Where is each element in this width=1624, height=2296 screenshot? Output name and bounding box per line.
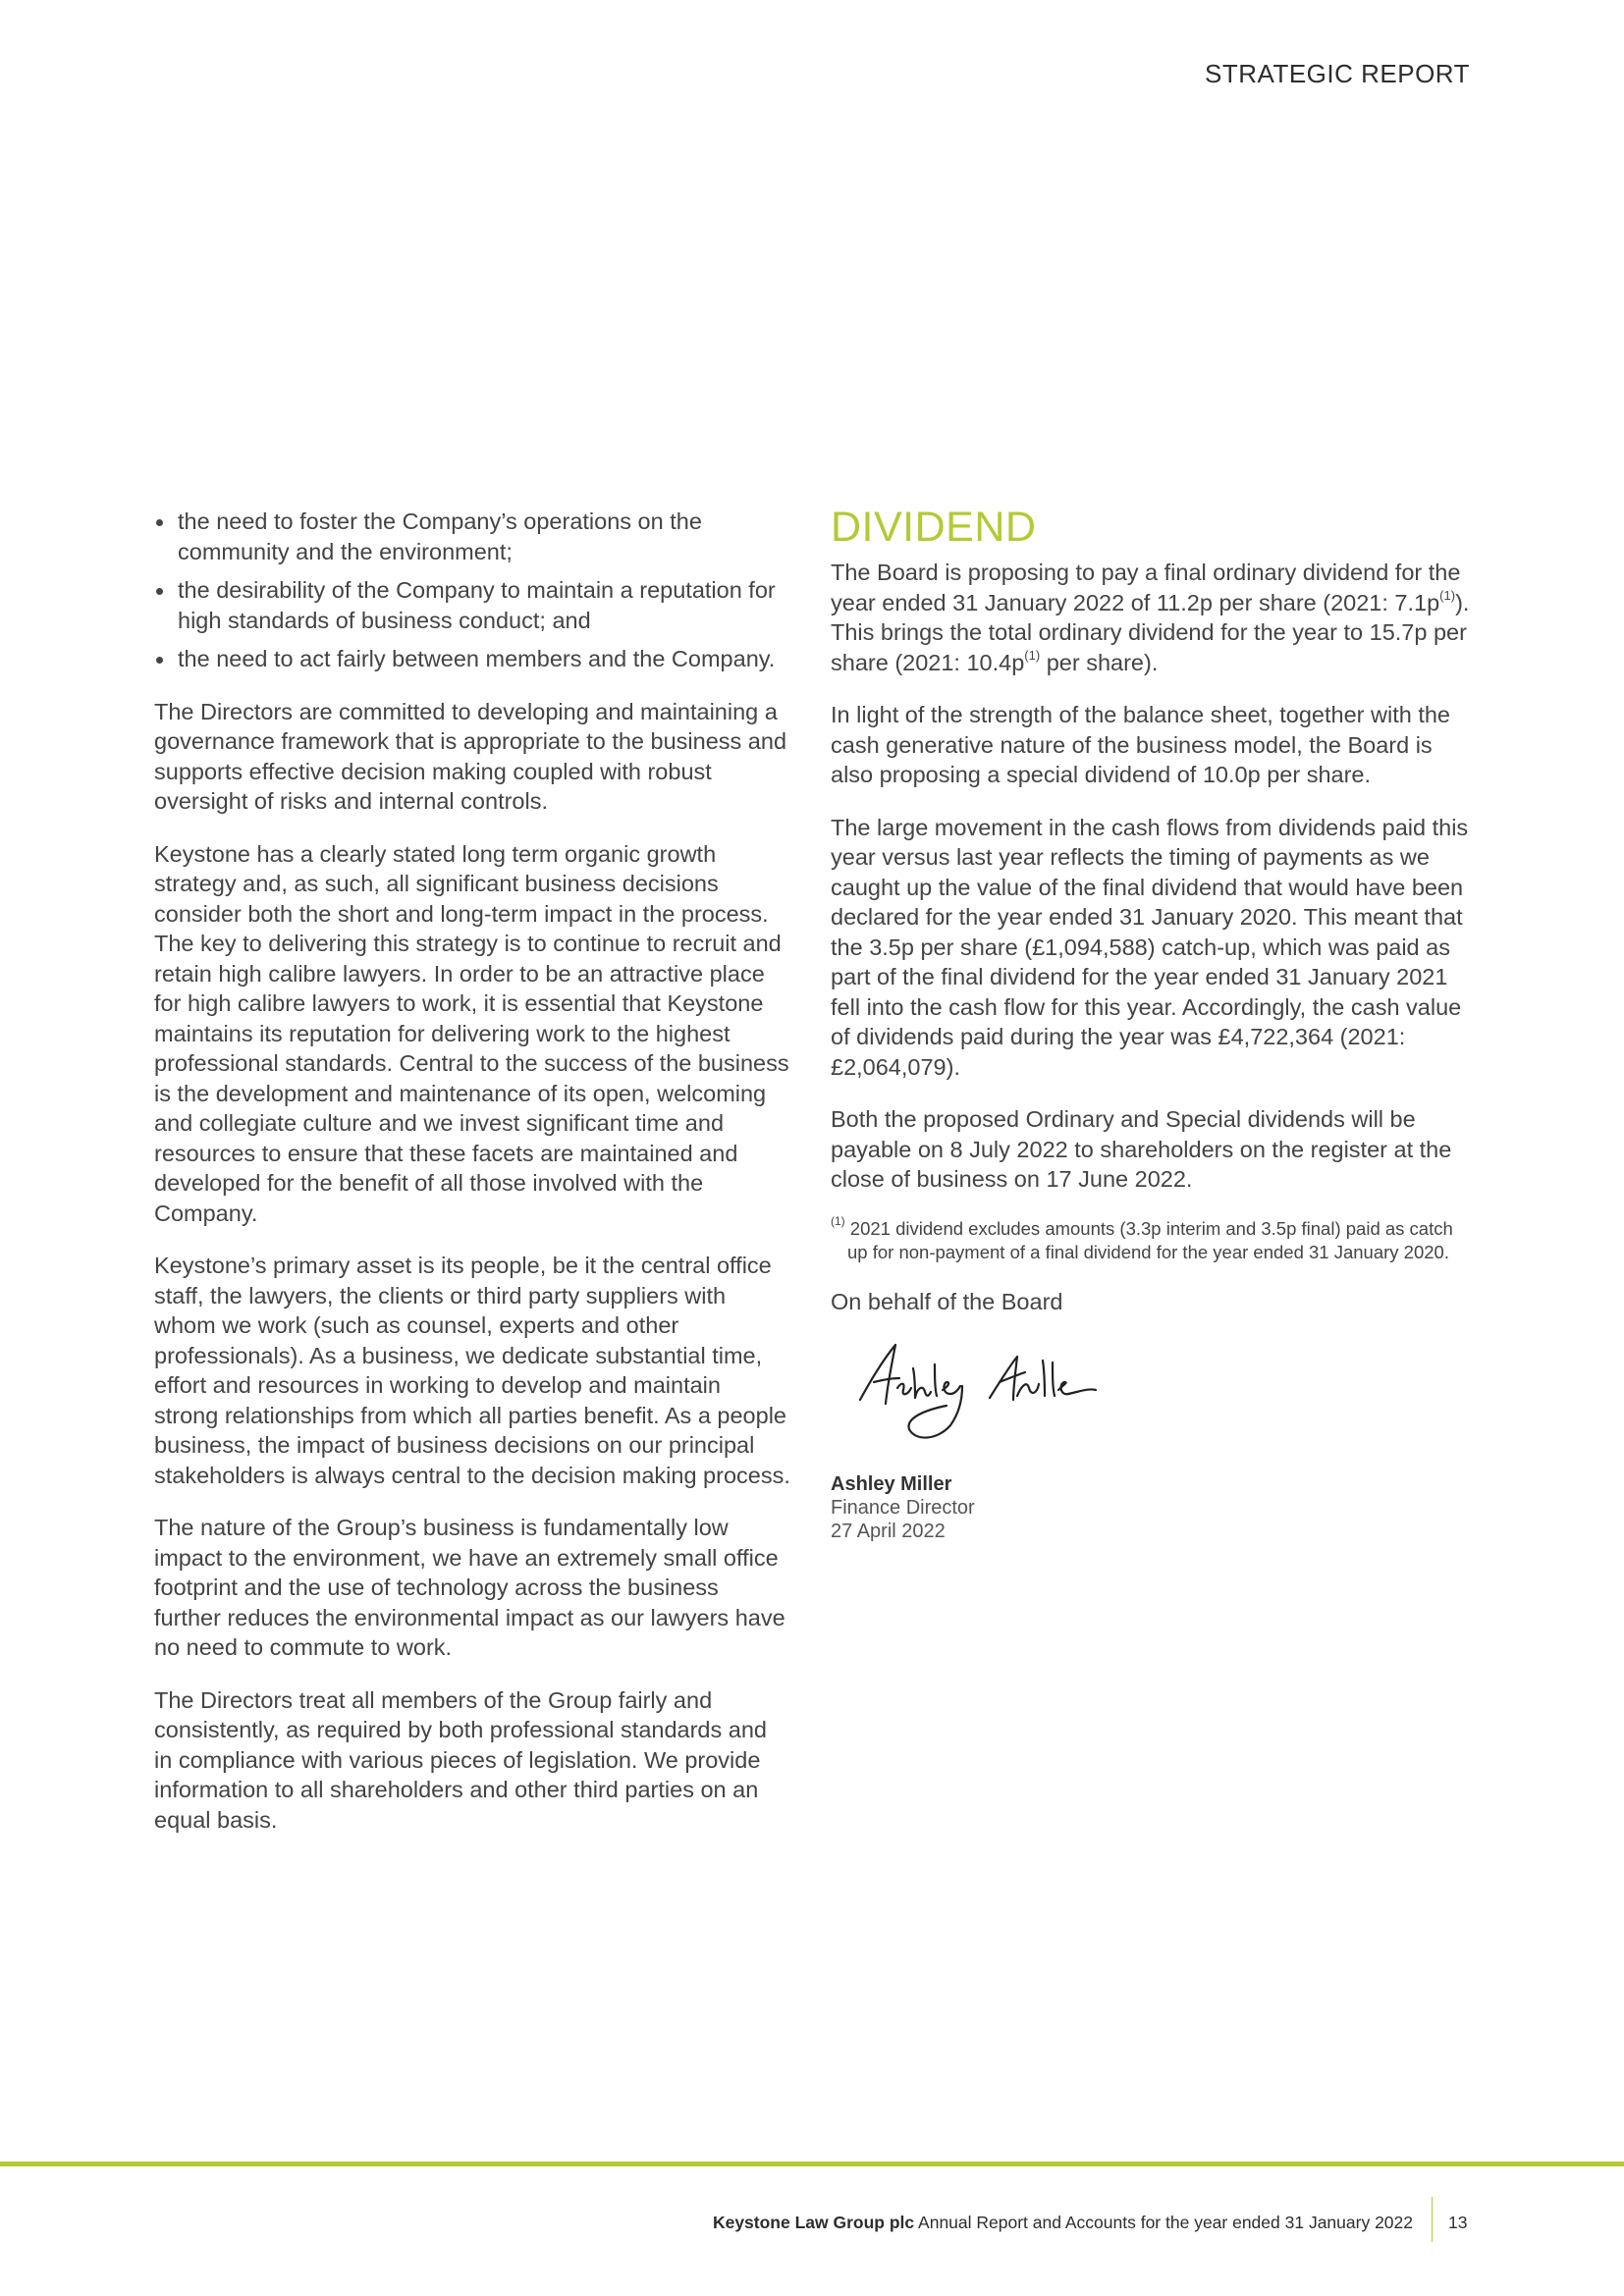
signatory-role: Finance Director: [831, 1497, 975, 1519]
paragraph-environment: The nature of the Group’s business is fundamentally low impact to the environment, we have an extremely small office footprint and the use of technology across the business further reduces the environmental impact as our lawyers have no need to commute to work.: [154, 1515, 785, 1660]
dividend-paragraph-final: The Board is proposing to pay a final ordinary dividend for the year ended 31 January 2022 of 11.2p per share (2021: $7.1p^{(1)}$). This brings the total ordinary dividend for the year to 15.7p per share (2021: $10.4p^{(1)}$ per share).: [831, 560, 1470, 675]
paragraph-strategy: Keystone has a clearly stated long term organic growth strategy and, as such, all significant business decisions consider both the short and long-term impact in the process. The key to delivering this strategy is to continue to recruit and retain high calibre lawyers. In order to be an attractive place for high calibre lawyers to work, it is essential that Keystone maintains its reputation for delivering work to the highest professional standards. Central to the success of the business is the development and maintenance of its open, welcoming and collegiate culture and we invest significant time and resources to ensure that these facets are maintained and developed for the benefit of all those involved with the Company.: [154, 840, 789, 1226]
list-item: the desirability of the Company to maintain a reputation for high standards of business conduct; and: [154, 575, 790, 635]
paragraph-people: Keystone’s primary asset is its people, be it the central office staff, the lawyers, the clients or third party suppliers with whom we work (such as counsel, experts and other professionals). As a business, we dedicate substantial time, effort and resources in working to develop and maintain strong relationships from which all parties benefit. As a people business, the impact of business decisions on our principal stakeholders is always central to the decision making process.: [154, 1253, 790, 1488]
dividend-paragraph-special: In light of the strength of the balance sheet, together with the cash generative nature of the business model, the Board is also proposing a special dividend of 10.0p per share.: [831, 702, 1451, 787]
list-item: the need to foster the Company’s operations on the community and the environment;: [154, 507, 790, 566]
on-behalf-text: On behalf of the Board: [831, 1288, 1063, 1314]
footnote-ref: (1): [1024, 647, 1041, 663]
page-number: 13: [1448, 2213, 1468, 2232]
footnote: $^{(1)}$ 2021 dividend excludes amounts (3.3p interim and 3.5p final) paid as catch up for non-payment of a final dividend for the year ended 31 January 2020.: [831, 1214, 1453, 1262]
right-column: [831, 503, 1471, 1543]
signature-date: 27 April 2022: [831, 1521, 946, 1542]
dividend-heading: DIVIDEND: [831, 504, 1037, 551]
footer-divider: [1432, 2197, 1433, 2242]
footer-rule: [0, 2162, 1624, 2166]
dividend-paragraph-cashflow: The large movement in the cash flows from dividends paid this year versus last year reflects the timing of payments as we caught up the value of the final dividend that would have been declared for the year ended 31 January 2020. This meant that the 3.5p per share (£1,094,588) catch-up, which was paid as part of the final dividend for the year ended 31 January 2021 fell into the cash flow for this year. Accordingly, the cash value of dividends paid during the year was £4,722,364 (2021: £2,064,079).: [831, 814, 1469, 1080]
bullet-icon: [156, 657, 163, 664]
paragraph-governance: The Directors are committed to developing and maintaining a governance framework that is appropriate to the business and supports effective decision making coupled with robust oversight of risks and internal controls.: [154, 698, 787, 814]
left-column: [154, 507, 790, 1857]
signatory-name: Ashley Miller: [831, 1473, 952, 1495]
bullet-icon: [156, 519, 163, 526]
footnote-ref: (1): [1439, 587, 1456, 603]
list-item: the need to act fairly between members and the Company.: [154, 644, 790, 674]
stakeholder-bullet-list: [154, 507, 790, 674]
paragraph-fair-treatment: The Directors treat all members of the Group fairly and consistently, as required by both professional standards and in compliance with various pieces of legislation. We provide information to all shareholders and other third parties on an equal basis.: [154, 1686, 767, 1833]
bullet-icon: [156, 588, 163, 595]
section-title: STRATEGIC REPORT: [1205, 59, 1470, 88]
signature-image: [852, 1339, 1108, 1447]
dividend-paragraph-payment: Both the proposed Ordinary and Special dividends will be payable on 8 July 2022 to shareholders on the register at the close of business on 17 June 2022.: [831, 1106, 1452, 1192]
footer-report-title: Keystone Law Group plc Annual Report and Accounts for the year ended 31 January 2022: [712, 2213, 1413, 2232]
